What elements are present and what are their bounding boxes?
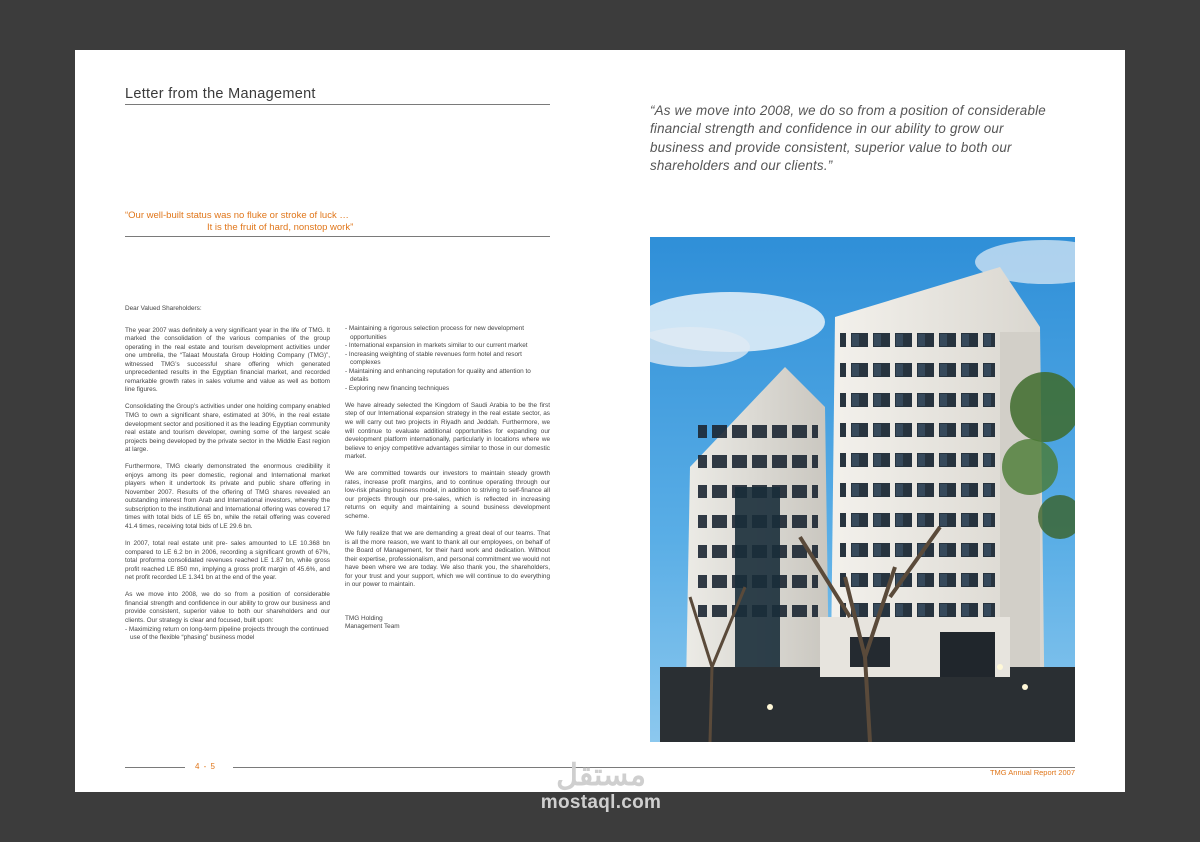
pull-quote-line-1: “Our well-built status was no fluke or stroke of luck … xyxy=(125,210,349,221)
strategy-bullet: - International expansion in markets similar to our current market xyxy=(345,342,528,350)
title-rule xyxy=(125,104,550,105)
watermark-latin: mostaql.com xyxy=(540,792,662,813)
big-quote: “As we move into 2008, we do so from a position of considerable financial strength and confidence in our ability to grow our business and provide consistent, superior value to both our shareholders and our clients.” xyxy=(650,103,1046,173)
strategy-bullet: - Maintaining a rigorous selection process for new development opportunities xyxy=(345,325,525,341)
letter-column-1 xyxy=(125,305,330,643)
mostaql-watermark xyxy=(527,760,675,814)
signature-line-2: Management Team xyxy=(345,623,400,631)
pull-quote xyxy=(125,210,365,234)
report-name: TMG Annual Report 2007 xyxy=(989,768,1075,777)
page-numbers: 4 - 5 xyxy=(195,762,217,771)
paragraph: The year 2007 was definitely a very significant year in the life of TMG. It marked the consolidation of the various companies of the group operating in the real estate and tourism development activities under one umbrella, the “Talaat Moustafa Group Holding Company (TMG)”, witnessed TMG’s successful share offering which generated unprecedented results in the Egyptian financial market, and recorded remarkable growth rates in sales volume and value as well as bottom line figures. xyxy=(125,326,330,394)
strategy-bullet: - Increasing weighting of stable revenues form hotel and resort complexes xyxy=(345,350,522,367)
annual-report-spread xyxy=(75,50,1125,792)
paragraph: Furthermore, TMG clearly demonstrated the enormous credibility it enjoys among its peer domestic, regional and International market players when it undertook its private and public share offering in November 2007. Results of the offering of TMG shares revealed an outstanding interest from Arab and International investors, whereby the subscription to the institutional and International offering was covered 17 times with total bids of LE 65 bn, while the retail offering was covered 41.4 times, receiving total bids of LE 29.6 bn. xyxy=(125,463,330,531)
paragraph: We have already selected the Kingdom of Saudi Arabia to be the first step of our International expansion strategy in the real estate sector, as we will carry out two projects in Riyadh and Jeddah. Furthermore, we will continue to evaluate additional opportunities for expanding our development platform internationally, particularly in locations where we believe to enjoy competitive advantages similar to those in our domestic market. xyxy=(345,401,550,461)
footer-rule-left xyxy=(125,767,185,768)
paragraph: We fully realize that we are demanding a great deal of our teams. That is all the more reason, we want to thank all our employees, on behalf of the Board of Management, for their hard work and dedication. Without their expertise, professionalism, and personal commitment we would not have been where we are today. We also thank you, the shareholders, for your trust and your support, which we will continue to do everything in our power to maintain. xyxy=(345,529,550,589)
salutation: Dear Valued Shareholders: xyxy=(125,305,202,312)
paragraph: We are committed towards our investors to maintain steady growth rates, increase profit margins, and to continue operating through our low-risk phasing business model, in addition to striving to self-finance all our projects through our pre-sales, which is reflected in increasing returns on equity and maintaining a sound business development scheme. xyxy=(345,470,550,520)
watermark-arabic: مستقل xyxy=(556,759,646,792)
paragraph: In 2007, total real estate unit pre- sales amounted to LE 10.368 bn compared to LE 6.2 bn in 2006, recording a significant growth of 67%, total proforma consolidated revenues reached LE 1.87 bn, while gross profit reached LE 850 mn, implying a gross profit margin of 45.6%, and net profit recorded LE 1.341 bn at the end of the year. xyxy=(125,540,330,582)
signature-line-1: TMG Holding xyxy=(345,614,383,622)
paragraph: Consolidating the Group’s activities under one holding company enabled TMG to own a significant share, estimated at 30%, in the real estate development sector and positioned it as the leading Egyptian community real estate and tourism developer, owning some of the largest scale projects being developed by the private sector in the Middle East region at large. xyxy=(125,403,330,454)
strategy-bullet: - Exploring new financing techniques xyxy=(345,384,450,392)
letter-column-2 xyxy=(345,325,550,632)
pull-quote-rule xyxy=(125,236,550,237)
paragraph: As we move into 2008, we do so from a position of considerable financial strength and confidence in our ability to grow our business and provide consistent, superior value to both our shareholders and our clients. Our strategy is clear and focused, built upon: xyxy=(125,591,330,624)
section-title: Letter from the Management xyxy=(125,86,316,102)
strategy-bullet: - Maintaining and enhancing reputation for quality and attention to details xyxy=(345,367,531,384)
building-photo xyxy=(650,237,1075,742)
pull-quote-line-2: It is the fruit of hard, nonstop work” xyxy=(207,222,354,233)
strategy-bullet: - Maximizing return on long-term pipeline projects through the continued use of the flexible “phasing” business model xyxy=(125,625,329,642)
